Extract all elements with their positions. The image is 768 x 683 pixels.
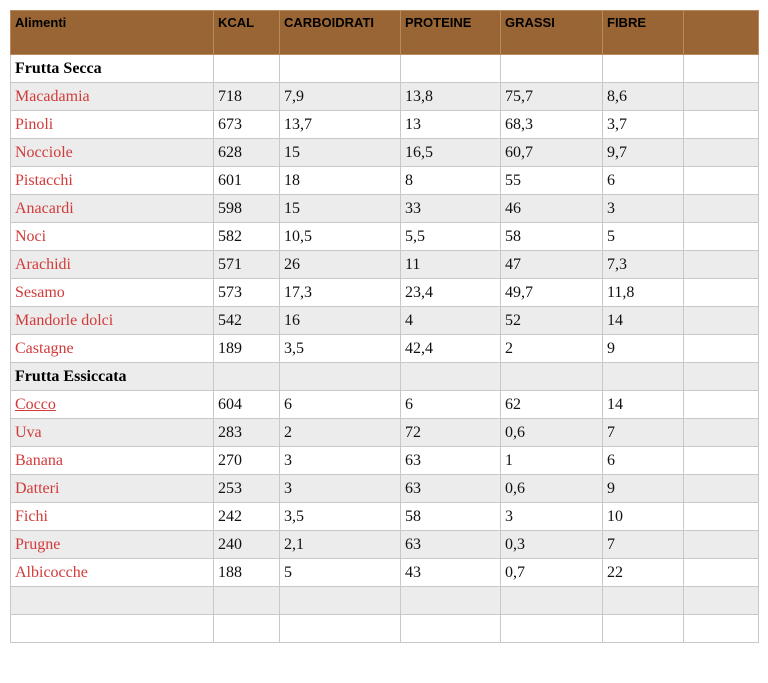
grassi-cell: 1	[501, 447, 603, 475]
proteine-cell: 13,8	[401, 83, 501, 111]
fibre-cell: 3,7	[603, 111, 684, 139]
food-name: Fichi	[11, 503, 214, 531]
header-carboidrati: CARBOIDRATI	[280, 11, 401, 55]
food-name: Noci	[11, 223, 214, 251]
proteine-cell: 63	[401, 447, 501, 475]
food-name: Pinoli	[11, 111, 214, 139]
header-grassi: GRASSI	[501, 11, 603, 55]
carboidrati-cell: 10,5	[280, 223, 401, 251]
carboidrati-cell: 3,5	[280, 503, 401, 531]
empty-cell	[11, 615, 214, 643]
kcal-cell: 188	[214, 559, 280, 587]
kcal-cell: 582	[214, 223, 280, 251]
empty-cell	[214, 587, 280, 615]
carboidrati-cell: 15	[280, 195, 401, 223]
table-row	[11, 335, 759, 363]
header-empty	[684, 11, 759, 55]
kcal-cell: 573	[214, 279, 280, 307]
section-row	[11, 55, 759, 83]
empty-cell	[684, 307, 759, 335]
empty-cell	[603, 587, 684, 615]
table-row	[11, 251, 759, 279]
empty-row	[11, 587, 759, 615]
table-row	[11, 279, 759, 307]
empty-cell	[684, 447, 759, 475]
food-name: Anacardi	[11, 195, 214, 223]
food-name: Arachidi	[11, 251, 214, 279]
empty-cell	[684, 195, 759, 223]
food-name: Sesamo	[11, 279, 214, 307]
proteine-cell: 63	[401, 531, 501, 559]
empty-cell	[401, 55, 501, 83]
kcal-cell: 253	[214, 475, 280, 503]
grassi-cell: 46	[501, 195, 603, 223]
proteine-cell: 33	[401, 195, 501, 223]
fibre-cell: 9	[603, 475, 684, 503]
section-row	[11, 363, 759, 391]
grassi-cell: 62	[501, 391, 603, 419]
kcal-cell: 270	[214, 447, 280, 475]
carboidrati-cell: 16	[280, 307, 401, 335]
proteine-cell: 11	[401, 251, 501, 279]
empty-cell	[684, 83, 759, 111]
kcal-cell: 571	[214, 251, 280, 279]
table-row	[11, 111, 759, 139]
header-proteine: PROTEINE	[401, 11, 501, 55]
kcal-cell: 598	[214, 195, 280, 223]
empty-cell	[603, 615, 684, 643]
grassi-cell: 3	[501, 503, 603, 531]
kcal-cell: 718	[214, 83, 280, 111]
fibre-cell: 14	[603, 307, 684, 335]
carboidrati-cell: 2	[280, 419, 401, 447]
empty-row	[11, 615, 759, 643]
carboidrati-cell: 3,5	[280, 335, 401, 363]
empty-cell	[684, 503, 759, 531]
carboidrati-cell: 6	[280, 391, 401, 419]
empty-cell	[501, 55, 603, 83]
carboidrati-cell: 5	[280, 559, 401, 587]
empty-cell	[684, 391, 759, 419]
fibre-cell: 6	[603, 167, 684, 195]
grassi-cell: 52	[501, 307, 603, 335]
empty-cell	[214, 363, 280, 391]
empty-cell	[11, 587, 214, 615]
table-row	[11, 195, 759, 223]
grassi-cell: 60,7	[501, 139, 603, 167]
food-name: Mandorle dolci	[11, 307, 214, 335]
empty-cell	[684, 55, 759, 83]
proteine-cell: 42,4	[401, 335, 501, 363]
table-body	[11, 55, 759, 643]
empty-cell	[214, 55, 280, 83]
empty-cell	[684, 559, 759, 587]
empty-cell	[684, 279, 759, 307]
grassi-cell: 55	[501, 167, 603, 195]
kcal-cell: 673	[214, 111, 280, 139]
proteine-cell: 4	[401, 307, 501, 335]
proteine-cell: 8	[401, 167, 501, 195]
kcal-cell: 240	[214, 531, 280, 559]
empty-cell	[684, 111, 759, 139]
empty-cell	[684, 167, 759, 195]
empty-cell	[684, 335, 759, 363]
table-row	[11, 559, 759, 587]
grassi-cell: 58	[501, 223, 603, 251]
table-row	[11, 223, 759, 251]
table-row	[11, 447, 759, 475]
proteine-cell: 63	[401, 475, 501, 503]
kcal-cell: 242	[214, 503, 280, 531]
empty-cell	[501, 587, 603, 615]
table-row	[11, 307, 759, 335]
empty-cell	[401, 587, 501, 615]
carboidrati-cell: 18	[280, 167, 401, 195]
table-row	[11, 167, 759, 195]
empty-cell	[401, 363, 501, 391]
proteine-cell: 58	[401, 503, 501, 531]
kcal-cell: 542	[214, 307, 280, 335]
food-name[interactable]: Cocco	[11, 391, 214, 419]
grassi-cell: 49,7	[501, 279, 603, 307]
kcal-cell: 601	[214, 167, 280, 195]
fibre-cell: 3	[603, 195, 684, 223]
grassi-cell: 68,3	[501, 111, 603, 139]
food-name: Uva	[11, 419, 214, 447]
carboidrati-cell: 15	[280, 139, 401, 167]
fibre-cell: 7,3	[603, 251, 684, 279]
food-name: Prugne	[11, 531, 214, 559]
proteine-cell: 23,4	[401, 279, 501, 307]
proteine-cell: 5,5	[401, 223, 501, 251]
table-row	[11, 83, 759, 111]
nutrition-table	[10, 10, 759, 643]
empty-cell	[214, 615, 280, 643]
grassi-cell: 75,7	[501, 83, 603, 111]
food-name: Castagne	[11, 335, 214, 363]
table-row	[11, 139, 759, 167]
grassi-cell: 0,3	[501, 531, 603, 559]
section-title: Frutta Secca	[11, 55, 214, 83]
food-name: Datteri	[11, 475, 214, 503]
empty-cell	[684, 587, 759, 615]
table-header	[11, 11, 759, 55]
empty-cell	[280, 587, 401, 615]
grassi-cell: 0,6	[501, 475, 603, 503]
grassi-cell: 0,6	[501, 419, 603, 447]
fibre-cell: 10	[603, 503, 684, 531]
fibre-cell: 7	[603, 419, 684, 447]
kcal-cell: 604	[214, 391, 280, 419]
empty-cell	[501, 363, 603, 391]
empty-cell	[684, 223, 759, 251]
carboidrati-cell: 26	[280, 251, 401, 279]
proteine-cell: 72	[401, 419, 501, 447]
food-name: Banana	[11, 447, 214, 475]
table-row	[11, 419, 759, 447]
empty-cell	[603, 55, 684, 83]
grassi-cell: 0,7	[501, 559, 603, 587]
grassi-cell: 2	[501, 335, 603, 363]
fibre-cell: 9	[603, 335, 684, 363]
carboidrati-cell: 2,1	[280, 531, 401, 559]
carboidrati-cell: 3	[280, 447, 401, 475]
carboidrati-cell: 17,3	[280, 279, 401, 307]
table-row	[11, 503, 759, 531]
empty-cell	[684, 363, 759, 391]
empty-cell	[280, 363, 401, 391]
kcal-cell: 628	[214, 139, 280, 167]
grassi-cell: 47	[501, 251, 603, 279]
empty-cell	[684, 475, 759, 503]
empty-cell	[684, 531, 759, 559]
fibre-cell: 11,8	[603, 279, 684, 307]
carboidrati-cell: 7,9	[280, 83, 401, 111]
header-fibre: FIBRE	[603, 11, 684, 55]
kcal-cell: 189	[214, 335, 280, 363]
empty-cell	[280, 55, 401, 83]
empty-cell	[280, 615, 401, 643]
carboidrati-cell: 13,7	[280, 111, 401, 139]
proteine-cell: 6	[401, 391, 501, 419]
proteine-cell: 43	[401, 559, 501, 587]
fibre-cell: 9,7	[603, 139, 684, 167]
fibre-cell: 7	[603, 531, 684, 559]
fibre-cell: 8,6	[603, 83, 684, 111]
table-row	[11, 475, 759, 503]
proteine-cell: 16,5	[401, 139, 501, 167]
fibre-cell: 14	[603, 391, 684, 419]
header-kcal: KCAL	[214, 11, 280, 55]
empty-cell	[684, 615, 759, 643]
proteine-cell: 13	[401, 111, 501, 139]
empty-cell	[401, 615, 501, 643]
empty-cell	[684, 139, 759, 167]
header-row	[11, 11, 759, 55]
empty-cell	[501, 615, 603, 643]
food-name: Pistacchi	[11, 167, 214, 195]
section-title: Frutta Essiccata	[11, 363, 214, 391]
header-alimenti: Alimenti	[11, 11, 214, 55]
food-name: Macadamia	[11, 83, 214, 111]
kcal-cell: 283	[214, 419, 280, 447]
carboidrati-cell: 3	[280, 475, 401, 503]
food-name: Nocciole	[11, 139, 214, 167]
fibre-cell: 5	[603, 223, 684, 251]
food-name: Albicocche	[11, 559, 214, 587]
fibre-cell: 22	[603, 559, 684, 587]
empty-cell	[684, 419, 759, 447]
empty-cell	[684, 251, 759, 279]
table-row	[11, 531, 759, 559]
fibre-cell: 6	[603, 447, 684, 475]
empty-cell	[603, 363, 684, 391]
table-row	[11, 391, 759, 419]
